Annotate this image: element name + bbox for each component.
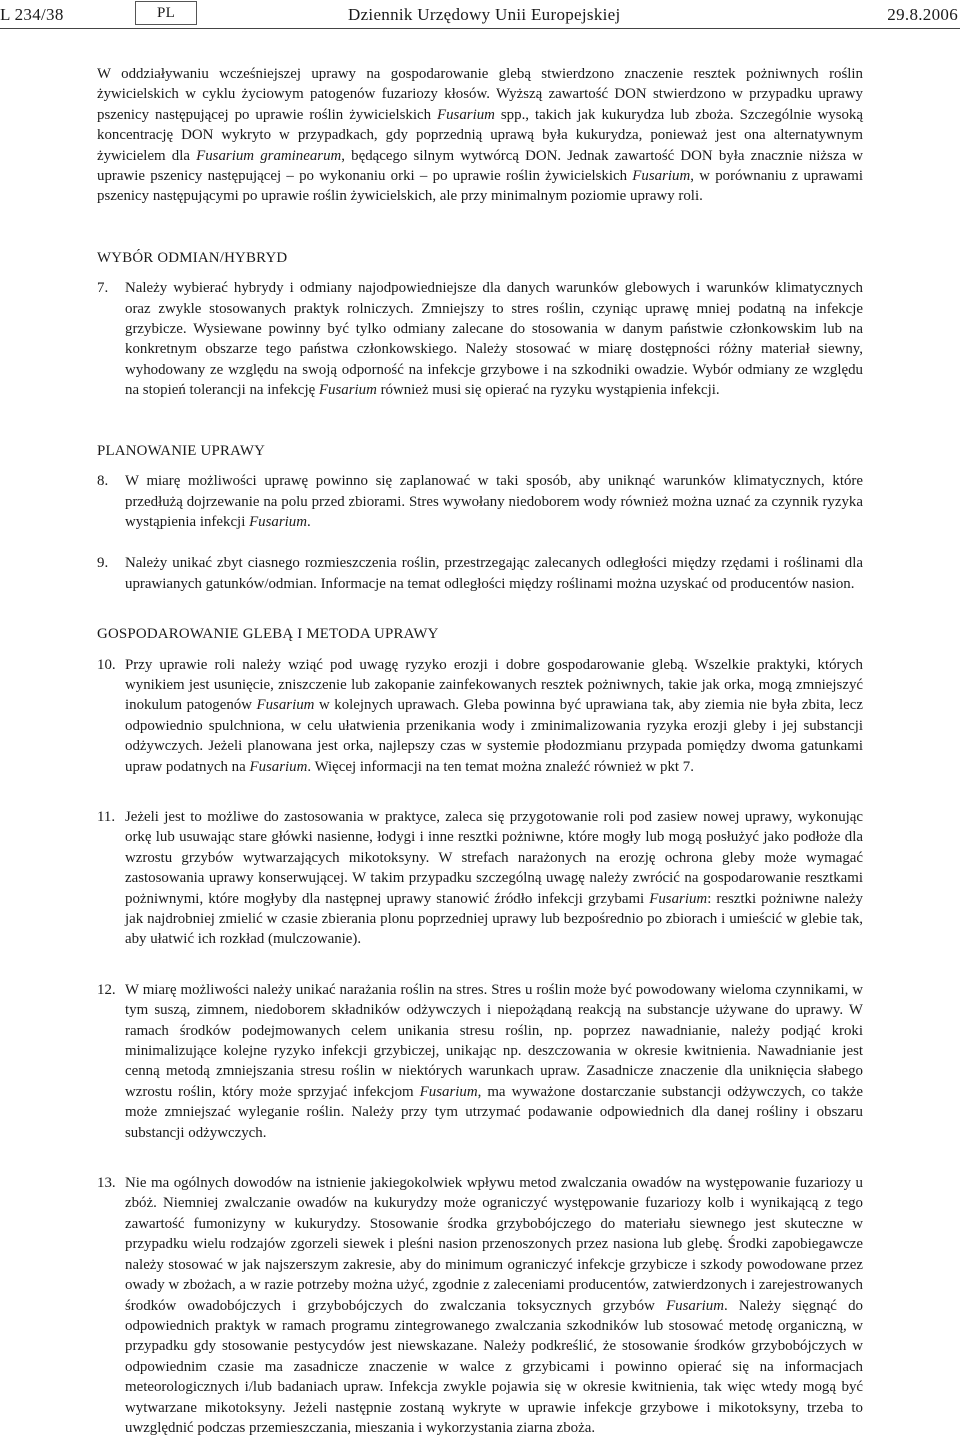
section-heading-soil: GOSPODAROWANIE GLEBĄ I METODA UPRAWY: [97, 626, 439, 643]
item-number: 11.: [97, 808, 116, 825]
item-number: 13.: [97, 1175, 116, 1192]
item-number: 10.: [97, 656, 116, 673]
item-text: Przy uprawie roli należy wziąć pod uwagę ryzyko erozji i dobre gospodarowanie glebą. Wszelkie praktyki, których wynikiem jest usunięcie, zniszczenie lub zakopanie zainfekowanych resztek pożniwnych, takie jak orka, mogą zmniejszyć inokulum patogenów Fusarium w kolejnych uprawach. Gleba powinna być uprawiana tak, aby ziemia nie była zbita, lecz odpowiednio spulchniona, w celu ułatwienia przenikania wody i zminimalizowania ryzyka erozji gleby i jej substancji odżywczych. Jeżeli planowana jest orka, najlepszy czas w systemie płodozmianu przypada pomiędzy dwoma gatunkami upraw podatnych na Fusarium. Więcej informacji na ten temat można znaleźć również w pkt 7.: [125, 656, 863, 775]
list-item-13: [97, 1173, 863, 1438]
list-item-9: [97, 553, 863, 594]
language-box: PL: [135, 1, 197, 25]
page-header: [0, 0, 960, 30]
item-text: Należy unikać zbyt ciasnego rozmieszczenia roślin, przestrzegając zalecanych odległości między rzędami i roślinami dla uprawianych gatunków/odmian. Informacje na temat odległości między roślinami można uzyskać od producentów nasion.: [125, 555, 863, 592]
page-number: L 234/38: [0, 5, 64, 24]
item-number: 9.: [97, 555, 109, 572]
list-item-11: [97, 807, 863, 950]
item-number: 7.: [97, 280, 109, 297]
header-rule: [0, 28, 960, 29]
section-heading-variety: WYBÓR ODMIAN/HYBRYD: [97, 249, 288, 266]
item-number: 8.: [97, 473, 109, 490]
item-text: Jeżeli jest to możliwe do zastosowania w praktyce, zaleca się przygotowanie roli pod zasiew nowej uprawy, wykonując orkę lub usuwając stare główki nasienne, łodygi i inne resztki pożniwne, które mogły lub mogą posłużyć jako podłoże dla wzrostu grzybów wytwarzających mikotoksyny. W strefach narażonych na erozję ochrona gleby może wymagać zastosowania uprawy konserwującej. W takim przypadku szczególną uwagę należy zwrócić na gospodarowanie resztkami pożniwnymi, które mogłyby dla następnej uprawy stanowić źródło infekcji grzybami Fusarium: resztki pożniwne należy jak najdrobniej zmielić w czasie zbierania plonu poprzedniej uprawy lub bezpośrednio po zbiorach i umieścić w glebie tak, aby ułatwić ich rozkład (mulczowanie).: [125, 808, 863, 948]
item-text: W miarę możliwości uprawę powinno się zaplanować w taki sposób, aby uniknąć warunków klimatycznych, które przedłużą dojrzewanie na polu przed zbiorami. Stres wywołany niedoborem wody również można uznać za czynnik ryzyka wystąpienia infekcji Fusarium.: [125, 473, 863, 530]
item-number: 12.: [97, 981, 116, 998]
list-item-7: [97, 278, 863, 400]
publication-date: 29.8.2006: [887, 5, 958, 24]
list-item-12: [97, 980, 863, 1143]
list-item-8: [97, 471, 863, 532]
item-text: Należy wybierać hybrydy i odmiany najodpowiedniejsze dla danych warunków glebowych i warunków klimatycznych oraz zwykle stosowanych praktyk rolniczych. Zmniejszy to stres roślin, czyniąc uprawę mniej podatną na infekcje grzybicze. Wysiewane powinny być tylko odmiany zalecane do stosowania w danym państwie członkowskim lub na konkretnym obszarze tego państwa członkowskiego. Należy stosować w miarę dostępności różny materiał siewny, wyhodowany ze względu na swoją odporność na infekcje grzybowe i na szkodniki owadzie. Wybór odmiany ze względu na stopień tolerancji na infekcję Fusarium również musi się opierać na ryzyku wystąpienia infekcji.: [125, 280, 863, 399]
journal-title: Dziennik Urzędowy Unii Europejskiej: [348, 5, 621, 24]
section-heading-planning: PLANOWANIE UPRAWY: [97, 442, 266, 459]
item-text: W miarę możliwości należy unikać narażania roślin na stres. Stres u roślin może być powodowany wieloma czynnikami, w tym suszą, zimnem, niedoborem składników odżywczych i niepożądaną reakcją na substancje używane do uprawy. W ramach środków podejmowanych celem unikania stresu roślin, np. poprzez nawadnianie, należy podjąć kroki minimalizujące kolejne ryzyko infekcji grzybiczej, unikając np. deszczowania w okresie kwitnienia. Nawadnianie jest cenną metodą zmniejszania stresu roślin w niektórych warunkach upraw. Zasadnicze znaczenie dla uniknięcia słabego wzrostu roślin, który może sprzyjać infekcjom Fusarium, ma wyważone dostarczanie substancji odżywczych, co także może zmniejszać wyleganie roślin. Należy przy tym utrzymać podawanie odpowiednich dla danej rośliny i obszaru substancji odżywczych.: [125, 981, 864, 1141]
item-text: Nie ma ogólnych dowodów na istnienie jakiegokolwiek wpływu metod zwalczania owadów na występowanie fuzariozy u zbóż. Niemniej zwalczanie owadów na kukurydzy może ograniczyć występowanie fuzariozy kolb i wynikającą z tego zawartość fumonizyny w kukurydzy. Stosowanie środka grzybobójczego do materiału siewnego jest skuteczne w przypadku wielu rodzajów zgorzeli siewek i pleśni nasion przenoszonych przez nasiona lub glebę. Środki zapobiegawcze należy stosować w jak najszerszym zakresie, aby do minimum ograniczyć infekcje grzybicze i szkody powodowane przez owady w zbożach, a w razie potrzeby można użyć, zgodnie z zaleceniami producentów, zatwierdzonych i zarejestrowanych środków owadobójczych i grzybobójczych do zwalczania toksycznych grzybów Fusarium. Należy sięgnąć do odpowiednich praktyk w ramach programu zintegrowanego zwalczania szkodników lub stosować metodę organiczną, w przypadku gdy stosowanie pestycydów jest niewskazane. Należy podkreślić, że stosowanie środków grzybobójczych w odpowiednim czasie ma zasadnicze znaczenie w walce z grzybicami i powinno opierać się na informacjach meteorologicznych i/lub badaniach upraw. Infekcja zwykle pojawia się w okresie kwitnienia, tak więc wtedy mogą być wytwarzane mikotoksyny. Jeżeli następnie zostaną wykryte w uprawie infekcje grzybowe i mikotoksyny, trzeba to uwzględnić podczas przemieszczania, mieszania i wykorzystania ziarna zboża.: [125, 1175, 863, 1436]
intro-paragraph: W oddziaływaniu wcześniejszej uprawy na gospodarowanie glebą stwierdzono znaczenie resztek pożniwnych roślin żywicielskich w cyklu życiowym patogenów fuzariozy kłosów. Wyższą zawartość DON stwierdzono w przypadku uprawy pszenicy następującej po uprawie roślin żywicielskich Fusarium spp., takich jak kukurydza lub zboża. Szczególnie wysoką koncentrację DON wykryto w przypadkach, gdy poprzednią uprawą była kukurydza, ponieważ jest ona alternatywnym żywicielem dla Fusarium graminearum, będącego silnym wytwórcą DON. Jednak zawartość DON była znacznie niższa w uprawie pszenicy następującej – po wykonaniu orki – po uprawie roślin żywicielskich Fusarium, w porównaniu z uprawami pszenicy następującymi po uprawie roślin żywicielskich, ale przy minimalnym poziomie uprawy roli.: [97, 66, 863, 205]
list-item-10: [97, 655, 863, 777]
document-body: [97, 64, 863, 1438]
